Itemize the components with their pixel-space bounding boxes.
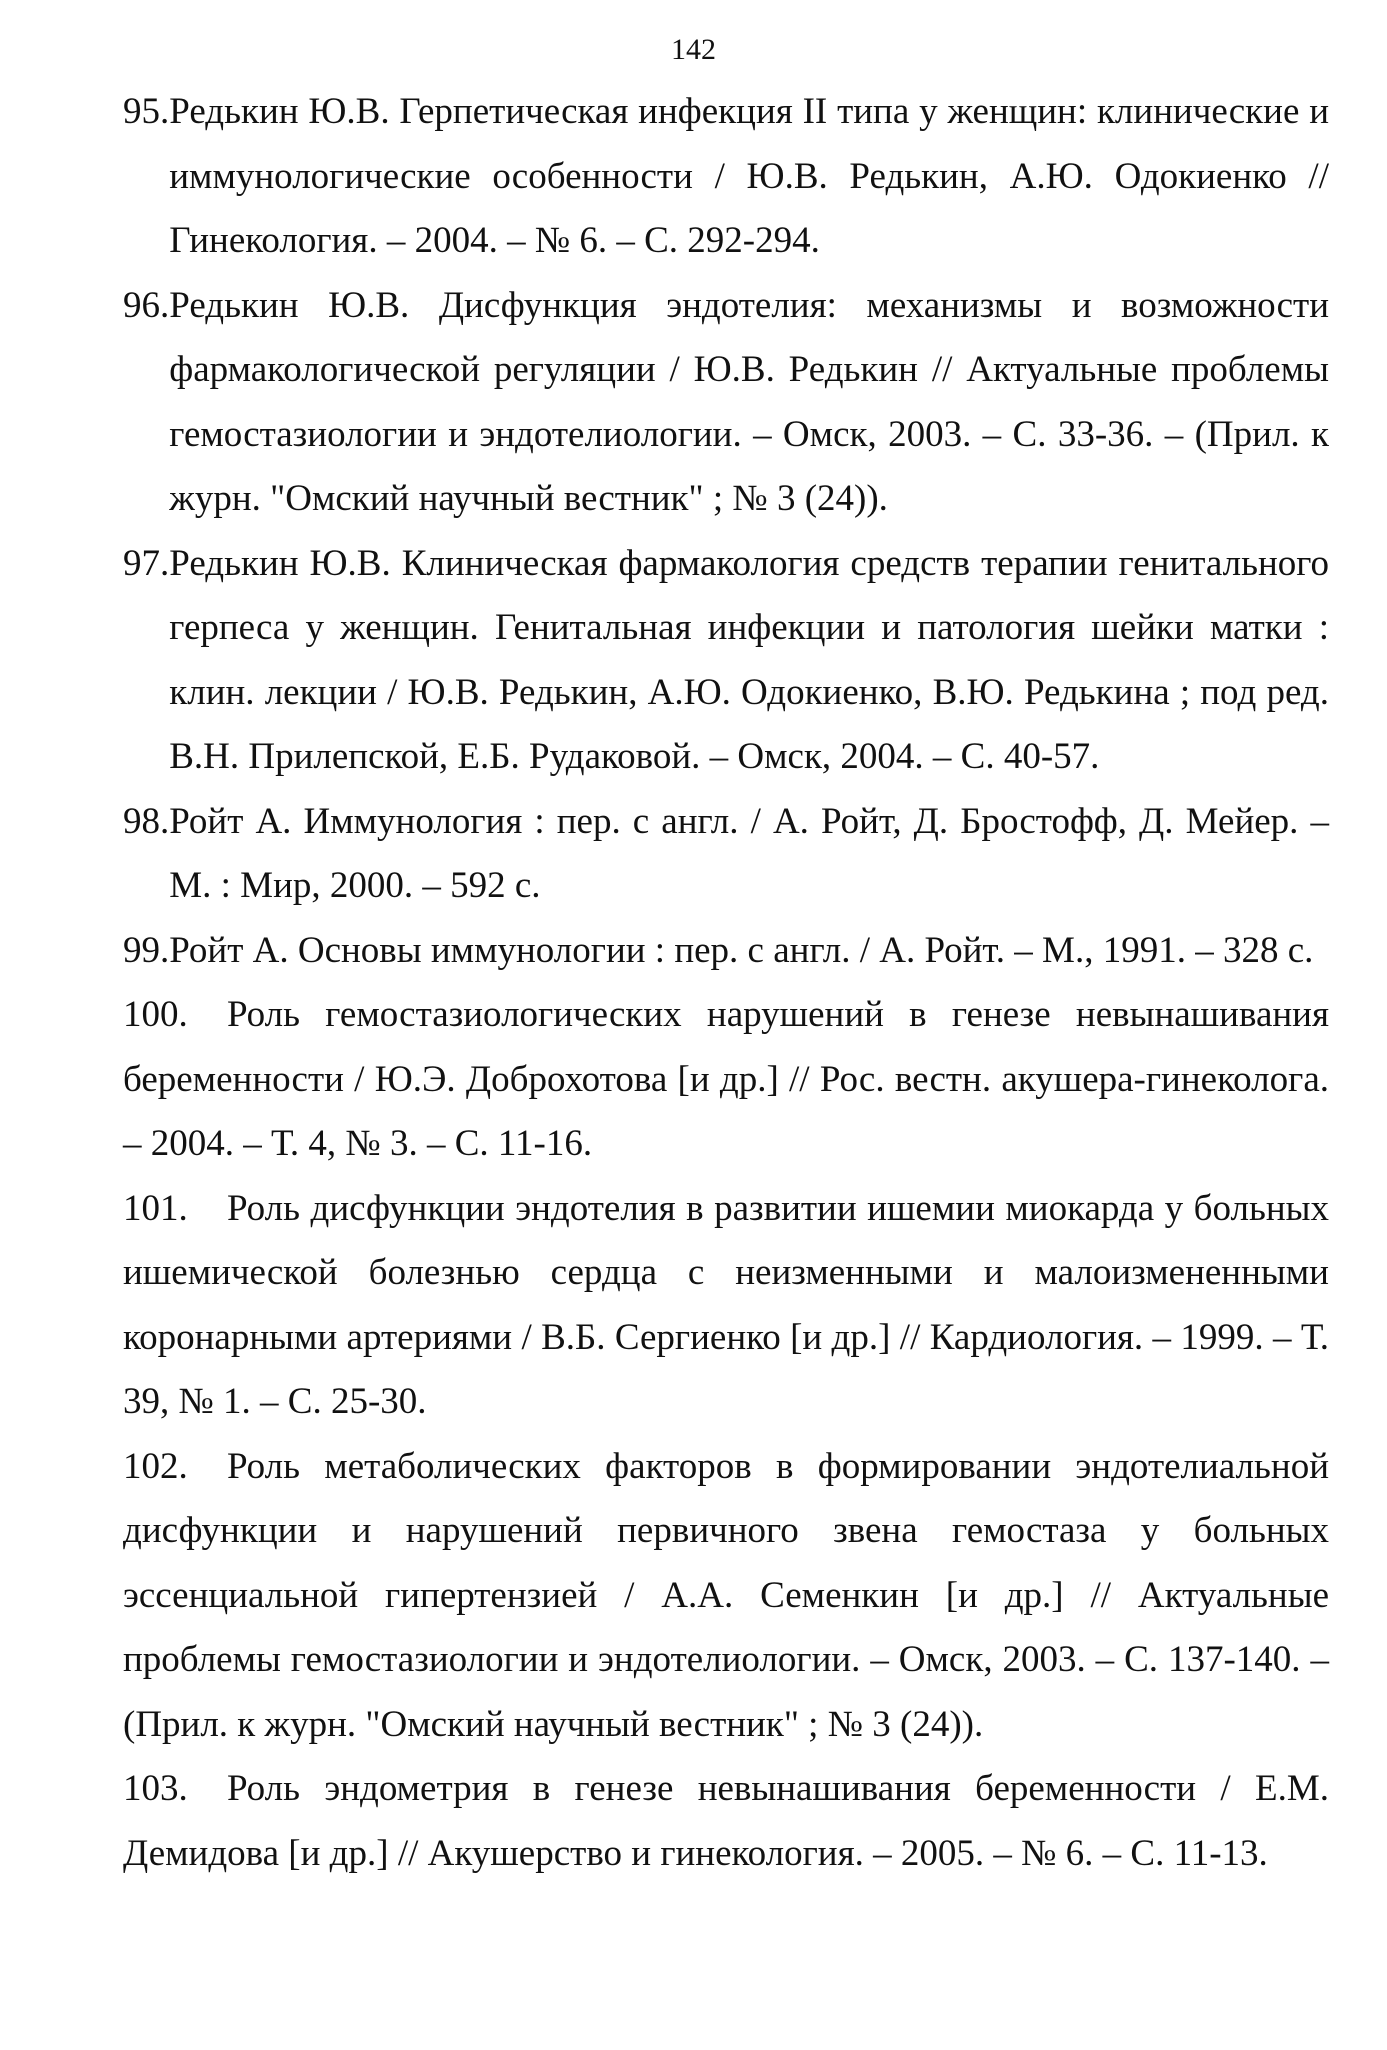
reference-number: 99. [123,929,170,971]
reference-item [123,1757,1329,1886]
reference-item [123,790,1329,919]
reference-text: Редькин Ю.В. Клиническая фармакология средств терапии генитального герпеса у женщин. Генитальная инфекции и патология шейки матки : клин. лекции / Ю.В. Редькин, А.Ю. Одокиенко, В.Ю. Редькина ; под ред. В.Н. Прилепской, Е.Б. Рудаковой. – Омск, 2004. – С. 40-57. [169,542,1329,777]
reference-number: 100. [123,994,188,1035]
reference-number: 102. [123,1445,188,1487]
reference-item [123,919,1329,984]
reference-text: Редькин Ю.В. Герпетическая инфекция II типа у женщин: клинические и иммунологические особенности / Ю.В. Редькин, А.Ю. Одокиенко // Гинекология. – 2004. – № 6. – С. 292-294. [169,91,1329,261]
reference-list [123,80,1329,1886]
reference-number: 96. [123,284,170,326]
reference-text: Ройт А. Иммунология : пер. с англ. / А. Ройт, Д. Бростофф, Д. Мейер. – М. : Мир, 2000. – 592 с. [169,800,1329,906]
reference-number: 103. [123,1768,188,1809]
reference-text: Роль метаболических факторов в формировании эндотелиальной дисфункции и нарушений первичного звена гемостаза у больных эссенциальной гипертензией / А.А. Семенкин [и др.] // Актуальные проблемы гемостазиологии и эндотелиологии. – Омск, 2003. – С. 137-140. – (Прил. к журн. "Омский научный вестник" ; № 3 (24)). [123,1445,1329,1745]
reference-text: Роль эндометрия в генезе невынашивания беременности / Е.М. Демидова [и др.] // Акушерство и гинекология. – 2005. – № 6. – С. 11-13. [123,1768,1329,1874]
reference-number: 95. [123,91,170,132]
reference-number: 98. [123,800,170,842]
reference-item [123,80,1329,274]
reference-item [123,274,1329,532]
reference-item [123,1177,1329,1435]
reference-number: 97. [123,542,170,584]
reference-item [123,532,1329,790]
page-number: 142 [671,33,716,66]
reference-text: Роль гемостазиологических нарушений в генезе невынашивания беременности / Ю.Э. Доброхотова [и др.] // Рос. вестн. акушера-гинеколога. – 2004. – Т. 4, № 3. – С. 11-16. [123,994,1329,1164]
reference-number: 101. [123,1187,188,1229]
reference-text: Редькин Ю.В. Дисфункция эндотелия: механизмы и возможности фармакологической регуляции / Ю.В. Редькин // Актуальные проблемы гемостазиологии и эндотелиологии. – Омск, 2003. – С. 33-36. – (Прил. к журн. "Омский научный вестник" ; № 3 (24)). [169,284,1329,519]
reference-item [123,1435,1329,1758]
reference-item [123,983,1329,1177]
reference-text: Роль дисфункции эндотелия в развитии ишемии миокарда у больных ишемической болезнью сердца с неизменными и малоизмененными коронарными артериями / В.Б. Сергиенко [и др.] // Кардиология. – 1999. – Т. 39, № 1. – С. 25-30. [123,1187,1329,1422]
reference-text: Ройт А. Основы иммунологии : пер. с англ. / А. Ройт. – М., 1991. – 328 с. [169,929,1314,971]
